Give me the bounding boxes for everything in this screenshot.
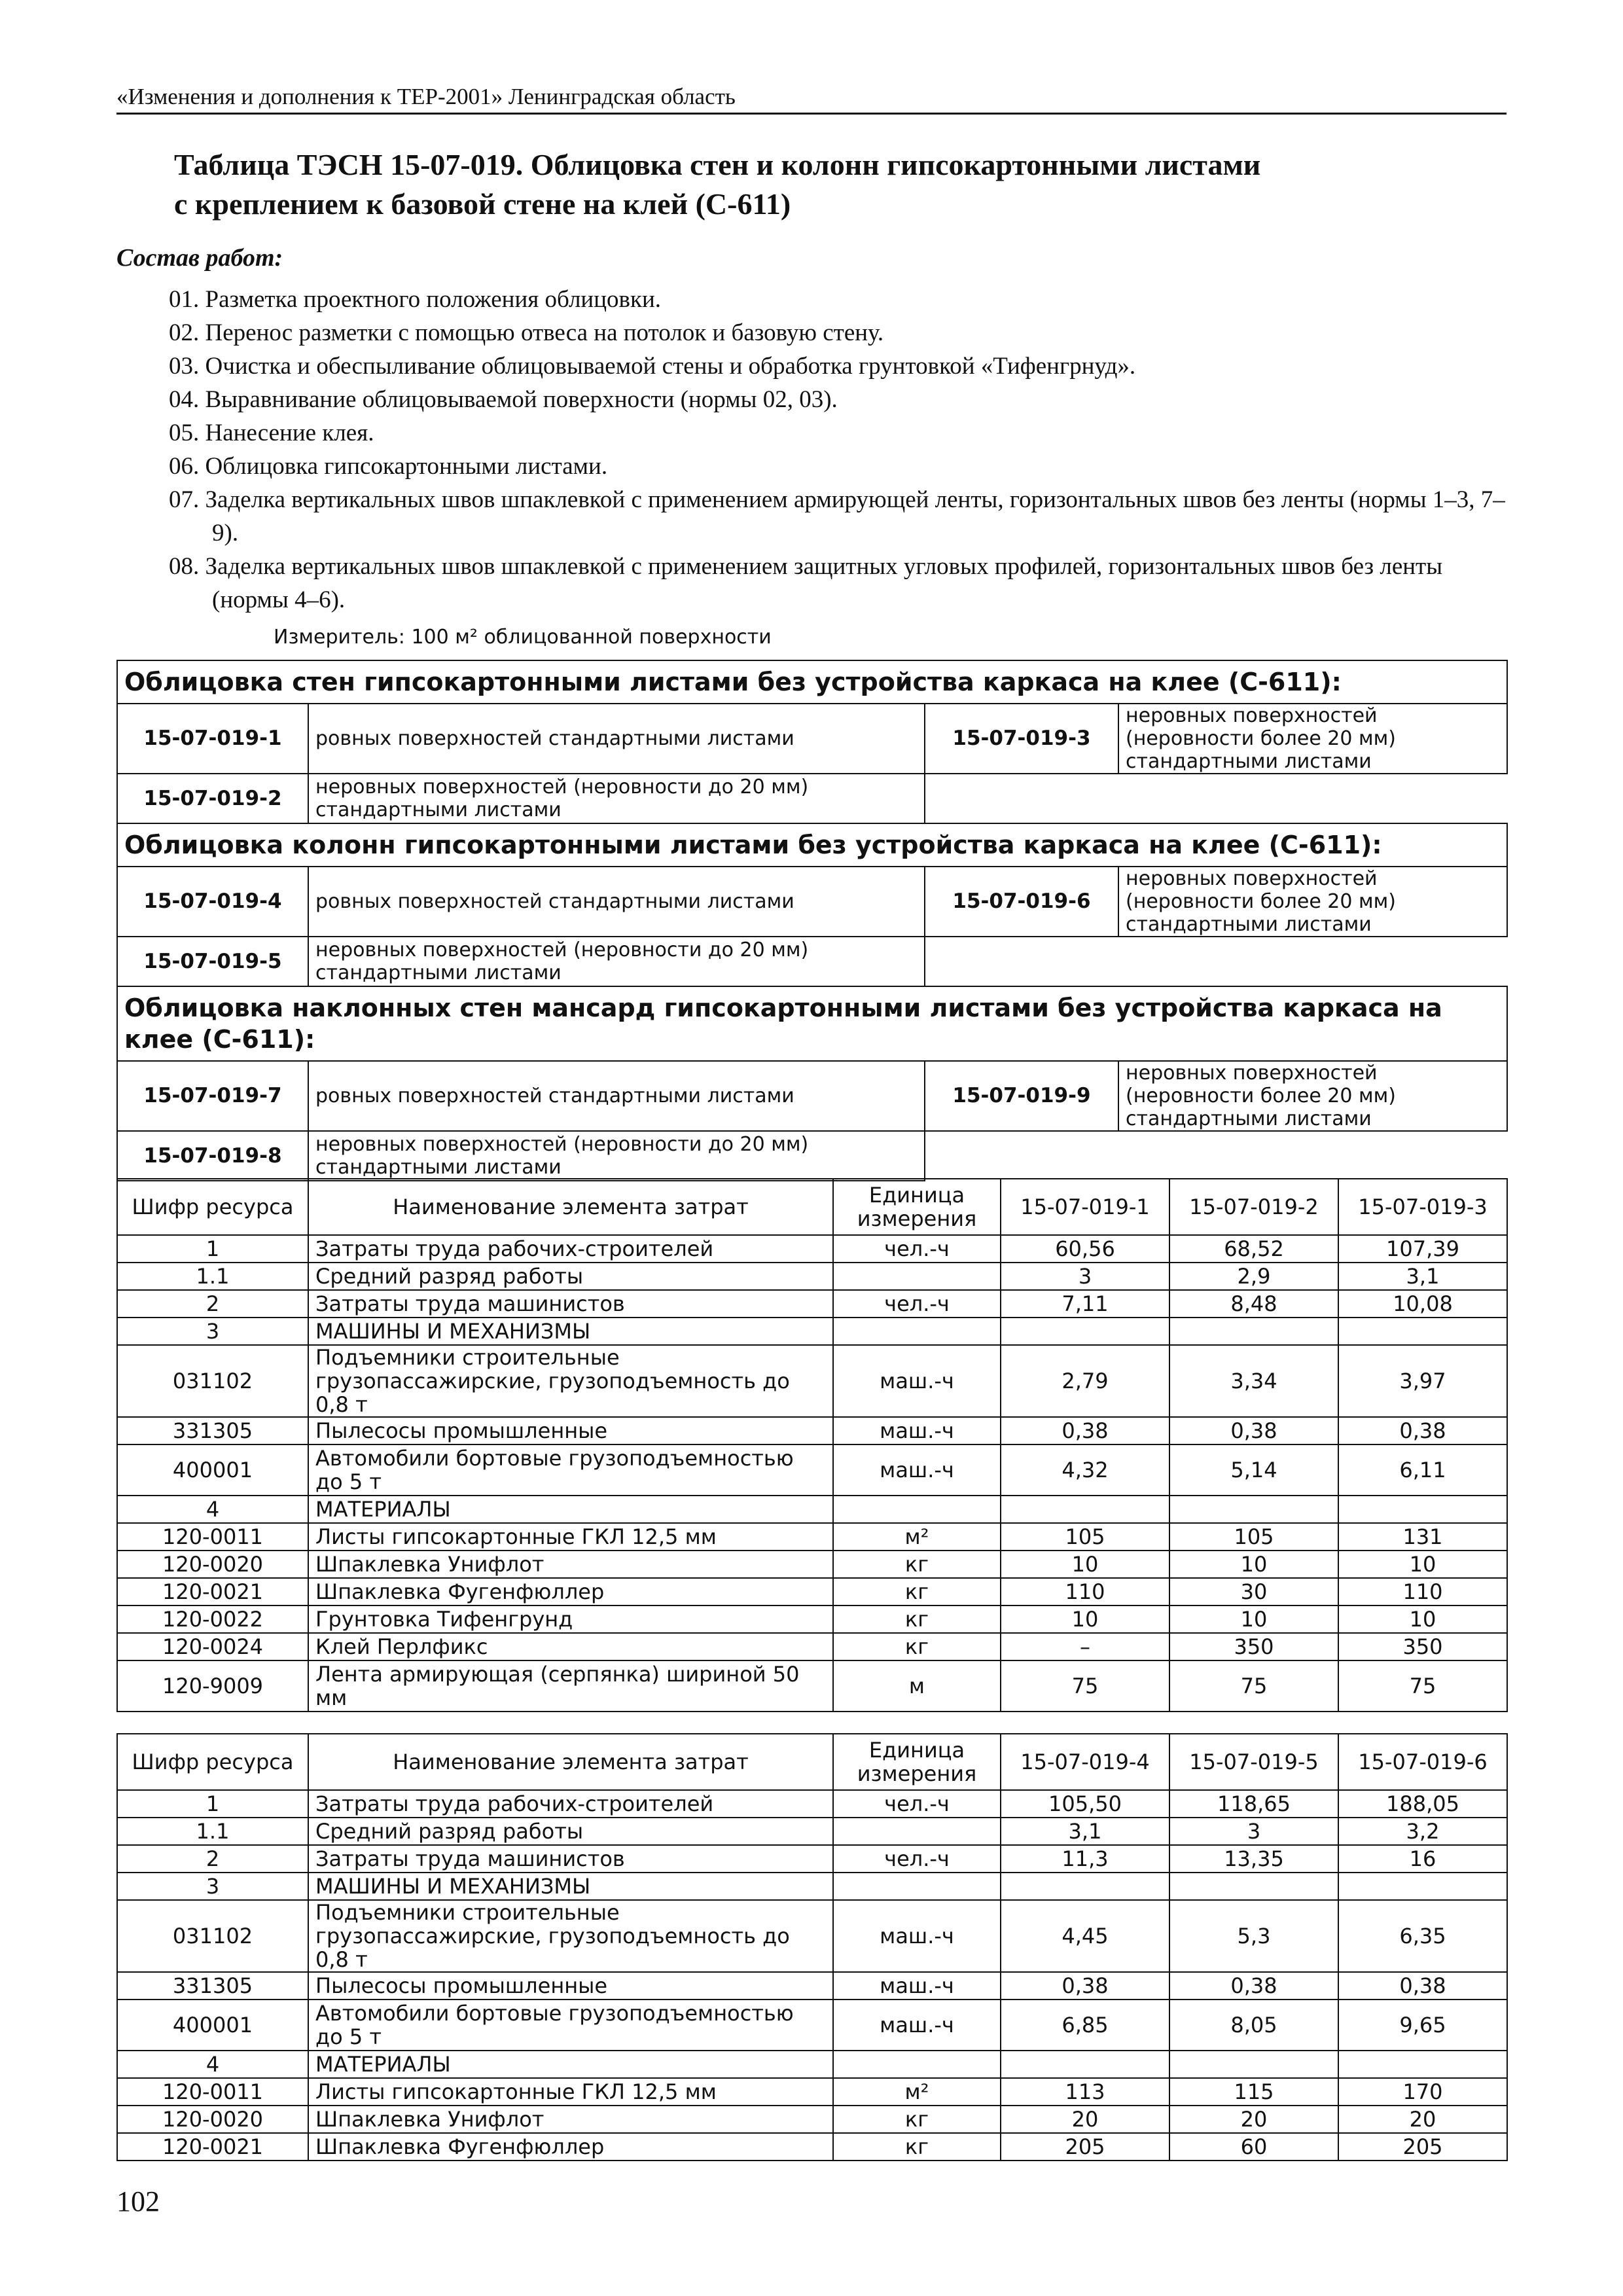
table-cell: 6,11 xyxy=(1338,1444,1507,1496)
table-row xyxy=(117,1318,1507,1345)
table-cell: чел.-ч xyxy=(833,1790,1001,1818)
column-header: 15-07-019-5 xyxy=(1169,1734,1338,1790)
variant-code: 15-07-019-2 xyxy=(117,774,308,823)
table-cell: 350 xyxy=(1338,1633,1507,1660)
table-cell: 10 xyxy=(1338,1605,1507,1633)
table-row xyxy=(117,1972,1507,2000)
table-cell: 118,65 xyxy=(1169,1790,1338,1818)
running-header: «Изменения и дополнения к ТЕР-2001» Ленинградская область xyxy=(116,84,736,109)
table-cell: Клей Перлфикс xyxy=(308,1633,833,1660)
table-cell: 20 xyxy=(1001,2106,1169,2133)
table-cell xyxy=(833,1318,1001,1345)
table-cell: м xyxy=(833,1660,1001,1712)
table-cell: 0,38 xyxy=(1169,1417,1338,1444)
table-row xyxy=(117,1845,1507,1873)
table-cell: 3,1 xyxy=(1001,1818,1169,1845)
table-cell xyxy=(1169,1873,1338,1900)
column-header: 15-07-019-1 xyxy=(1001,1179,1169,1235)
table-cell: 0,38 xyxy=(1169,1972,1338,2000)
table-cell: 110 xyxy=(1338,1578,1507,1605)
work-item: 02. Перенос разметки с помощью отвеса на потолок и базовую стену. xyxy=(169,319,884,346)
table-row xyxy=(117,1235,1507,1263)
table-cell: Подъемники строительные грузопассажирские, грузоподъемность до 0,8 т xyxy=(308,1900,833,1972)
variants-table xyxy=(116,660,1508,1181)
table-cell: 2 xyxy=(117,1290,308,1318)
table-row xyxy=(117,2133,1507,2161)
header-rule xyxy=(116,113,1507,115)
table-cell xyxy=(1338,2051,1507,2078)
table-cell: 113 xyxy=(1001,2078,1169,2106)
table-title xyxy=(174,145,1483,224)
table-cell: 9,65 xyxy=(1338,2000,1507,2051)
table-cell: 30 xyxy=(1169,1578,1338,1605)
column-header: 15-07-019-4 xyxy=(1001,1734,1169,1790)
table-cell: Шпаклевка Фугенфюллер xyxy=(308,2133,833,2161)
column-header: Единица измерения xyxy=(833,1179,1001,1235)
table-cell: 10 xyxy=(1001,1605,1169,1633)
table-cell: МАТЕРИАЛЫ xyxy=(308,2051,833,2078)
table-cell: 11,3 xyxy=(1001,1845,1169,1873)
table-cell: 6,35 xyxy=(1338,1900,1507,1972)
table-cell: 2 xyxy=(117,1845,308,1873)
table-cell xyxy=(1169,1496,1338,1523)
work-list xyxy=(169,283,1510,617)
table-cell: Шпаклевка Унифлот xyxy=(308,1551,833,1578)
table-row xyxy=(117,1790,1507,1818)
table-cell: 120-0011 xyxy=(117,1523,308,1551)
table-cell: чел.-ч xyxy=(833,1290,1001,1318)
table-cell: 2,79 xyxy=(1001,1345,1169,1417)
table-cell: 3 xyxy=(117,1873,308,1900)
table-cell: 7,11 xyxy=(1001,1290,1169,1318)
table-cell: Подъемники строительные грузопассажирские, грузоподъемность до 0,8 т xyxy=(308,1345,833,1417)
table-cell: 400001 xyxy=(117,2000,308,2051)
column-header: 15-07-019-6 xyxy=(1338,1734,1507,1790)
table-cell: Автомобили бортовые грузоподъемностью до 5 т xyxy=(308,1444,833,1496)
table-cell: 107,39 xyxy=(1338,1235,1507,1263)
variant-description: неровных поверхностей (неровности до 20 мм) стандартными листами xyxy=(308,1131,925,1181)
table-row xyxy=(117,1290,1507,1318)
table-cell: 3 xyxy=(117,1318,308,1345)
variant-description: неровных поверхностей (неровности более 20 мм) стандартными листами xyxy=(1118,867,1507,937)
table-cell: 10 xyxy=(1169,1605,1338,1633)
table-cell: 331305 xyxy=(117,1417,308,1444)
table-row xyxy=(117,1345,1507,1417)
table-cell: 4,32 xyxy=(1001,1444,1169,1496)
table-cell: 3 xyxy=(1169,1818,1338,1845)
table-cell: 331305 xyxy=(117,1972,308,2000)
table-cell: кг xyxy=(833,1633,1001,1660)
variant-code: 15-07-019-4 xyxy=(117,867,308,937)
table-cell: 4 xyxy=(117,2051,308,2078)
table-cell: 120-0021 xyxy=(117,1578,308,1605)
table-cell: кг xyxy=(833,2106,1001,2133)
table-row xyxy=(117,1818,1507,1845)
variant-empty-cell xyxy=(925,774,1507,823)
variant-description: неровных поверхностей (неровности более 20 мм) стандартными листами xyxy=(1118,704,1507,774)
variant-description: неровных поверхностей (неровности до 20 мм) стандартными листами xyxy=(308,774,925,823)
table-cell: 120-0020 xyxy=(117,2106,308,2133)
table-cell: Средний разряд работы xyxy=(308,1263,833,1290)
table-cell xyxy=(1169,1318,1338,1345)
table-cell: 0,38 xyxy=(1338,1417,1507,1444)
column-header: Единица измерения xyxy=(833,1734,1001,1790)
variant-code: 15-07-019-3 xyxy=(925,704,1118,774)
table-cell: 1.1 xyxy=(117,1263,308,1290)
table-cell: Шпаклевка Фугенфюллер xyxy=(308,1578,833,1605)
table-cell: 20 xyxy=(1169,2106,1338,2133)
table-title-line-2: с креплением к базовой стене на клей (С-611) xyxy=(174,187,791,221)
table-cell: МАШИНЫ И МЕХАНИЗМЫ xyxy=(308,1873,833,1900)
table-cell: 188,05 xyxy=(1338,1790,1507,1818)
table-row xyxy=(117,1444,1507,1496)
table-cell xyxy=(1001,1318,1169,1345)
table-cell: 20 xyxy=(1338,2106,1507,2133)
table-cell: Средний разряд работы xyxy=(308,1818,833,1845)
table-cell xyxy=(1001,2051,1169,2078)
table-cell: 0,38 xyxy=(1001,1417,1169,1444)
table-cell: 0,38 xyxy=(1338,1972,1507,2000)
table-cell: 6,85 xyxy=(1001,2000,1169,2051)
table-row xyxy=(117,1873,1507,1900)
variants-section-title: Облицовка колонн гипсокартонными листами без устройства каркаса на клее (С-611): xyxy=(117,823,1507,867)
table-cell: 031102 xyxy=(117,1900,308,1972)
variants-section-title: Облицовка стен гипсокартонными листами без устройства каркаса на клее (С-611): xyxy=(117,660,1507,704)
table-cell: 3,97 xyxy=(1338,1345,1507,1417)
table-cell: маш.-ч xyxy=(833,1444,1001,1496)
table-cell: 8,48 xyxy=(1169,1290,1338,1318)
table-cell xyxy=(1001,1873,1169,1900)
variant-description: неровных поверхностей (неровности более 20 мм) стандартными листами xyxy=(1118,1061,1507,1131)
variant-empty-cell xyxy=(925,937,1507,986)
table-cell: 120-0024 xyxy=(117,1633,308,1660)
variant-code: 15-07-019-8 xyxy=(117,1131,308,1181)
table-cell: 13,35 xyxy=(1169,1845,1338,1873)
composition-label: Состав работ: xyxy=(116,244,283,272)
variant-code: 15-07-019-1 xyxy=(117,704,308,774)
cost-table xyxy=(116,1178,1508,1712)
work-item: 07. Заделка вертикальных швов шпаклевкой с применением армирующей ленты, горизонтальных швов без ленты (нормы 1–3, 7–9). xyxy=(169,486,1505,547)
table-cell: 2,9 xyxy=(1169,1263,1338,1290)
table-cell: маш.-ч xyxy=(833,2000,1001,2051)
table-cell: 3,34 xyxy=(1169,1345,1338,1417)
table-cell: Грунтовка Тифенгрунд xyxy=(308,1605,833,1633)
table-cell xyxy=(1338,1496,1507,1523)
table-cell: 350 xyxy=(1169,1633,1338,1660)
table-cell: Затраты труда машинистов xyxy=(308,1845,833,1873)
table-cell: 120-0021 xyxy=(117,2133,308,2161)
table-cell: Лента армирующая (серпянка) шириной 50 мм xyxy=(308,1660,833,1712)
table-cell: 68,52 xyxy=(1169,1235,1338,1263)
column-header: 15-07-019-3 xyxy=(1338,1179,1507,1235)
column-header: Наименование элемента затрат xyxy=(308,1734,833,1790)
work-item: 03. Очистка и обеспыливание облицовываемой стены и обработка грунтовкой «Тифенгрнуд». xyxy=(169,353,1136,380)
table-cell: 115 xyxy=(1169,2078,1338,2106)
variant-empty-cell xyxy=(925,1131,1507,1181)
table-cell xyxy=(833,1263,1001,1290)
table-cell: 4 xyxy=(117,1496,308,1523)
column-header: Шифр ресурса xyxy=(117,1734,308,1790)
column-header: 15-07-019-2 xyxy=(1169,1179,1338,1235)
table-row xyxy=(117,2106,1507,2133)
cost-table xyxy=(116,1733,1508,2161)
variant-code: 15-07-019-6 xyxy=(925,867,1118,937)
table-row xyxy=(117,1633,1507,1660)
table-cell: Автомобили бортовые грузоподъемностью до 5 т xyxy=(308,2000,833,2051)
table-cell: 120-0022 xyxy=(117,1605,308,1633)
table-cell: кг xyxy=(833,2133,1001,2161)
table-cell: Шпаклевка Унифлот xyxy=(308,2106,833,2133)
table-cell: 16 xyxy=(1338,1845,1507,1873)
table-cell: чел.-ч xyxy=(833,1235,1001,1263)
table-cell: 120-9009 xyxy=(117,1660,308,1712)
table-cell: маш.-ч xyxy=(833,1972,1001,2000)
table-cell: 60,56 xyxy=(1001,1235,1169,1263)
table-cell: МАШИНЫ И МЕХАНИЗМЫ xyxy=(308,1318,833,1345)
table-cell: 105,50 xyxy=(1001,1790,1169,1818)
table-cell: 4,45 xyxy=(1001,1900,1169,1972)
table-cell: 400001 xyxy=(117,1444,308,1496)
table-cell: 031102 xyxy=(117,1345,308,1417)
table-cell: 105 xyxy=(1169,1523,1338,1551)
table-cell: 170 xyxy=(1338,2078,1507,2106)
column-header: Шифр ресурса xyxy=(117,1179,308,1235)
table-cell: 60 xyxy=(1169,2133,1338,2161)
variants-section-title: Облицовка наклонных стен мансард гипсокартонными листами без устройства каркаса на клее (С-611): xyxy=(117,986,1507,1061)
table-cell: 10,08 xyxy=(1338,1290,1507,1318)
table-cell: 120-0011 xyxy=(117,2078,308,2106)
table-row xyxy=(117,2078,1507,2106)
page-number: 102 xyxy=(116,2185,160,2217)
table-row xyxy=(117,1578,1507,1605)
table-cell: 10 xyxy=(1169,1551,1338,1578)
table-row xyxy=(117,2051,1507,2078)
variant-code: 15-07-019-9 xyxy=(925,1061,1118,1131)
work-item: 04. Выравнивание облицовываемой поверхности (нормы 02, 03). xyxy=(169,386,838,413)
table-cell: маш.-ч xyxy=(833,1900,1001,1972)
table-cell: 5,3 xyxy=(1169,1900,1338,1972)
work-item: 06. Облицовка гипсокартонными листами. xyxy=(169,453,608,480)
table-cell xyxy=(833,1873,1001,1900)
table-title-line-1: Таблица ТЭСН 15-07-019. Облицовка стен и колонн гипсокартонными листами xyxy=(174,148,1261,181)
table-cell: – xyxy=(1001,1633,1169,1660)
table-row xyxy=(117,1900,1507,1972)
variant-code: 15-07-019-5 xyxy=(117,937,308,986)
table-cell: 5,14 xyxy=(1169,1444,1338,1496)
table-cell: 75 xyxy=(1001,1660,1169,1712)
work-item: 05. Нанесение клея. xyxy=(169,420,374,446)
table-cell xyxy=(833,1818,1001,1845)
table-cell: 75 xyxy=(1338,1660,1507,1712)
table-cell xyxy=(1169,2051,1338,2078)
table-cell: маш.-ч xyxy=(833,1417,1001,1444)
table-cell: Затраты труда рабочих-строителей xyxy=(308,1790,833,1818)
table-cell: 10 xyxy=(1001,1551,1169,1578)
table-cell xyxy=(1338,1318,1507,1345)
table-row xyxy=(117,1605,1507,1633)
table-cell: 8,05 xyxy=(1169,2000,1338,2051)
table-row xyxy=(117,1263,1507,1290)
table-row xyxy=(117,1417,1507,1444)
table-cell: 0,38 xyxy=(1001,1972,1169,2000)
table-row xyxy=(117,2000,1507,2051)
work-item: 08. Заделка вертикальных швов шпаклевкой с применением защитных угловых профилей, горизонтальных швов без ленты (нормы 4–6). xyxy=(169,553,1443,613)
table-cell: 3,1 xyxy=(1338,1263,1507,1290)
table-cell xyxy=(1001,1496,1169,1523)
table-cell xyxy=(833,1496,1001,1523)
table-cell: Листы гипсокартонные ГКЛ 12,5 мм xyxy=(308,2078,833,2106)
table-cell: м² xyxy=(833,2078,1001,2106)
table-row xyxy=(117,1523,1507,1551)
table-cell: 1 xyxy=(117,1235,308,1263)
table-cell: 75 xyxy=(1169,1660,1338,1712)
table-cell: Листы гипсокартонные ГКЛ 12,5 мм xyxy=(308,1523,833,1551)
table-cell xyxy=(1338,1873,1507,1900)
variant-code: 15-07-019-7 xyxy=(117,1061,308,1131)
table-cell: 110 xyxy=(1001,1578,1169,1605)
table-cell: 120-0020 xyxy=(117,1551,308,1578)
table-cell xyxy=(833,2051,1001,2078)
variant-description: ровных поверхностей стандартными листами xyxy=(308,704,925,774)
table-cell: 205 xyxy=(1338,2133,1507,2161)
table-cell: Пылесосы промышленные xyxy=(308,1972,833,2000)
table-cell: кг xyxy=(833,1551,1001,1578)
variant-description: ровных поверхностей стандартными листами xyxy=(308,867,925,937)
table-cell: м² xyxy=(833,1523,1001,1551)
table-cell: Затраты труда рабочих-строителей xyxy=(308,1235,833,1263)
column-header: Наименование элемента затрат xyxy=(308,1179,833,1235)
table-cell: 10 xyxy=(1338,1551,1507,1578)
table-cell: 3 xyxy=(1001,1263,1169,1290)
table-cell: 131 xyxy=(1338,1523,1507,1551)
variant-description: неровных поверхностей (неровности до 20 мм) стандартными листами xyxy=(308,937,925,986)
table-cell: Пылесосы промышленные xyxy=(308,1417,833,1444)
work-item: 01. Разметка проектного положения облицовки. xyxy=(169,286,662,313)
table-cell: 205 xyxy=(1001,2133,1169,2161)
table-cell: кг xyxy=(833,1578,1001,1605)
table-cell: МАТЕРИАЛЫ xyxy=(308,1496,833,1523)
table-cell: 1 xyxy=(117,1790,308,1818)
table-cell: кг xyxy=(833,1605,1001,1633)
table-cell: 3,2 xyxy=(1338,1818,1507,1845)
variant-description: ровных поверхностей стандартными листами xyxy=(308,1061,925,1131)
table-cell: 1.1 xyxy=(117,1818,308,1845)
table-cell: Затраты труда машинистов xyxy=(308,1290,833,1318)
table-cell: 105 xyxy=(1001,1523,1169,1551)
meter-note: Измеритель: 100 м² облицованной поверхности xyxy=(274,626,772,649)
table-cell: маш.-ч xyxy=(833,1345,1001,1417)
table-cell: чел.-ч xyxy=(833,1845,1001,1873)
table-row xyxy=(117,1660,1507,1712)
table-row xyxy=(117,1551,1507,1578)
table-row xyxy=(117,1496,1507,1523)
